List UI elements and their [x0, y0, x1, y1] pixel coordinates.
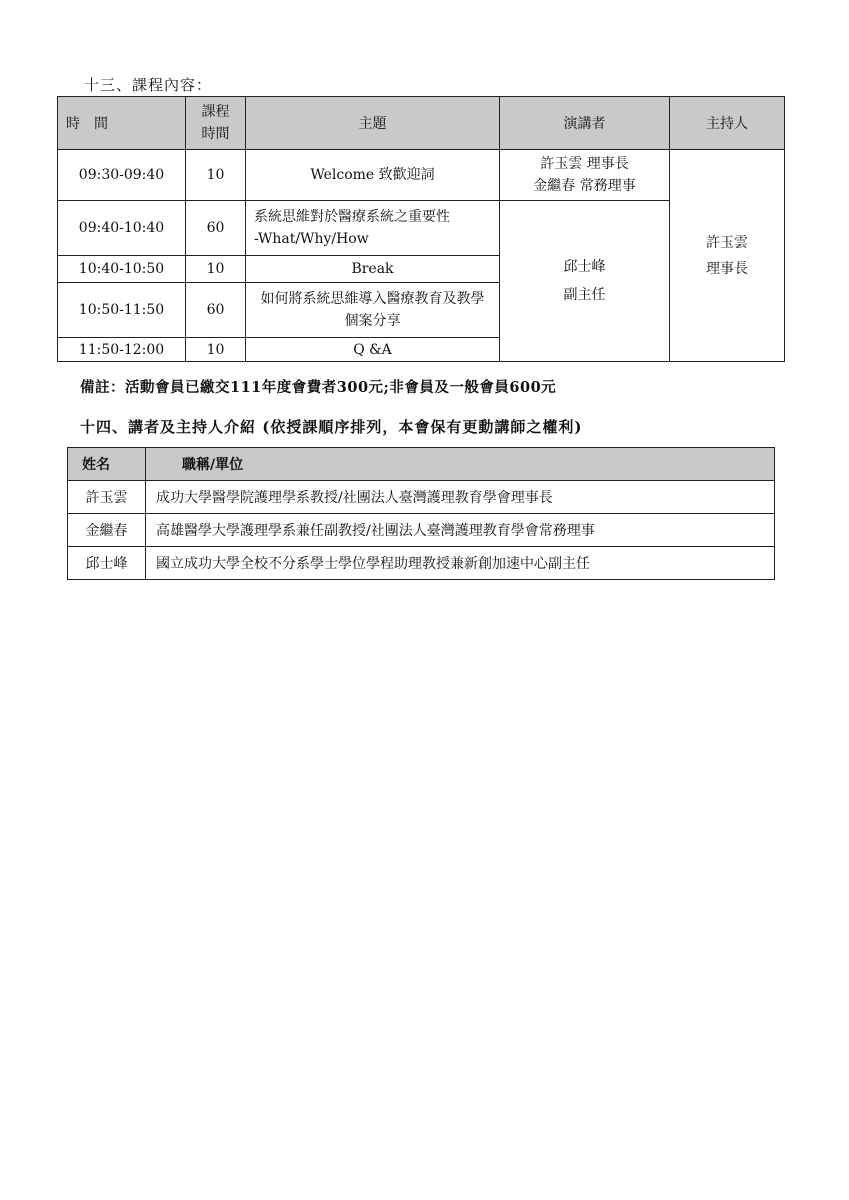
speaker-cell-1: [500, 150, 670, 201]
row-duration: 10: [186, 338, 246, 362]
row-duration: 10: [186, 256, 246, 283]
speaker-2-line2: 副主任: [563, 287, 606, 303]
host-line1: 許玉雲: [706, 234, 748, 251]
header-topic: 主題: [246, 97, 500, 150]
intro-table-header-row: [68, 448, 775, 481]
fee-note: 備註：活動會員已繳交111年度會費者300元;非會員及一般會員600元: [80, 379, 557, 396]
row-duration: 60: [186, 283, 246, 338]
row-time: 09:40-10:40: [58, 201, 186, 256]
intro-name: 邱士峰: [68, 547, 146, 580]
row-duration: 60: [186, 201, 246, 256]
speaker-cell-2: [500, 201, 670, 362]
header-speaker: 演講者: [500, 97, 670, 150]
header-host: 主持人: [670, 97, 785, 150]
header-unit: 職稱/單位: [146, 448, 775, 481]
table-row: [68, 514, 775, 547]
row-time: 11:50-12:00: [58, 338, 186, 362]
row-topic-line2: 個案分享: [344, 313, 401, 329]
header-time: 時 間: [58, 97, 186, 150]
course-table-header-row: [58, 97, 785, 150]
speaker-1-line1: 許玉雲 理事長: [540, 156, 629, 172]
row-topic-line1: 系統思維對於醫療系統之重要性: [254, 209, 450, 225]
host-line2: 理事長: [706, 260, 748, 277]
intro-unit: 成功大學醫學院護理學系教授/社團法人臺灣護理教育學會理事長: [146, 481, 775, 514]
header-name: 姓名: [68, 448, 146, 481]
section-14-title: 十四、講者及主持人介紹 (依授課順序排列，本會保有更動講師之權利): [80, 418, 583, 436]
speaker-intro-table: [67, 447, 775, 580]
table-row: [68, 481, 775, 514]
row-topic-line1: 如何將系統思維導入醫療教育及教學: [260, 291, 485, 307]
table-row: [68, 547, 775, 580]
course-schedule-table: [57, 96, 785, 362]
row-time: 09:30-09:40: [58, 150, 186, 201]
row-topic-line2: -What/Why/How: [254, 231, 369, 247]
header-duration-label: 課程時間: [201, 104, 230, 142]
row-topic: Welcome 致歡迎詞: [246, 150, 500, 201]
intro-unit: 國立成功大學全校不分系學士學位學程助理教授兼新創加速中心副主任: [146, 547, 775, 580]
row-topic: [246, 283, 500, 338]
speaker-2-line1: 邱士峰: [563, 259, 606, 275]
speaker-1-line2: 金繼春 常務理事: [533, 178, 636, 194]
row-duration: 10: [186, 150, 246, 201]
intro-name: 許玉雲: [68, 481, 146, 514]
host-cell: [670, 150, 785, 362]
table-row: [58, 150, 785, 201]
row-topic: Break: [246, 256, 500, 283]
row-time: 10:50-11:50: [58, 283, 186, 338]
row-topic: Q &A: [246, 338, 500, 362]
section-13-title: 十三、課程內容：: [84, 76, 213, 94]
row-time: 10:40-10:50: [58, 256, 186, 283]
intro-name: 金繼春: [68, 514, 146, 547]
row-topic: [246, 201, 500, 256]
header-duration: [186, 97, 246, 150]
intro-unit: 高雄醫學大學護理學系兼任副教授/社團法人臺灣護理教育學會常務理事: [146, 514, 775, 547]
